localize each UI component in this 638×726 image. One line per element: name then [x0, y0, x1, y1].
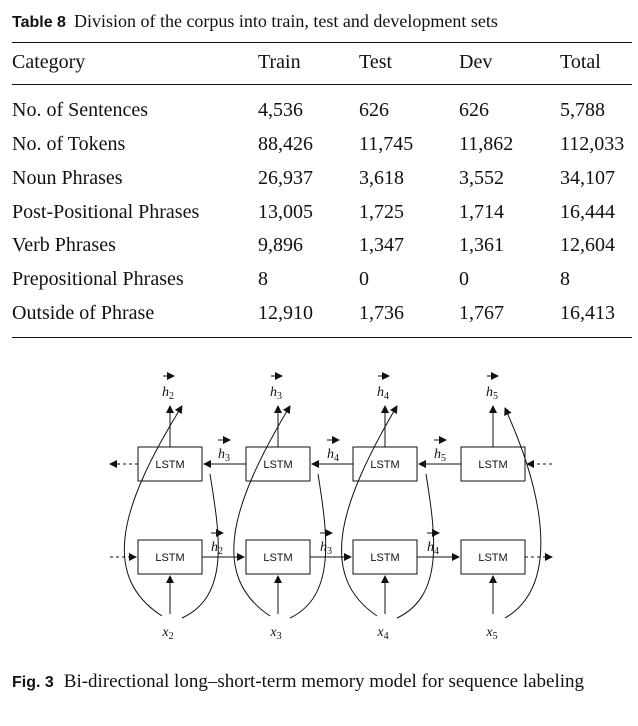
row-train: 4,536 — [258, 99, 303, 121]
lstm-label: LSTM — [263, 459, 293, 471]
header-category: Category — [12, 51, 86, 73]
lstm-label: LSTM — [478, 459, 508, 471]
table-row — [12, 267, 632, 293]
row-total: 112,033 — [560, 133, 625, 155]
row-category: Outside of Phrase — [12, 302, 155, 324]
table-bottom-rule — [12, 337, 632, 338]
paper-page — [12, 0, 632, 726]
lstm-label: LSTM — [155, 459, 185, 471]
row-test: 11,745 — [359, 133, 414, 155]
row-category: Noun Phrases — [12, 167, 123, 189]
row-test: 626 — [359, 99, 389, 121]
row-total: 34,107 — [560, 167, 615, 189]
forward-state-label: $h_2$ — [211, 540, 223, 557]
input-label: $x_5$ — [486, 625, 498, 642]
figure-caption — [12, 670, 632, 695]
lstm-label: LSTM — [370, 459, 400, 471]
row-train: 13,005 — [258, 201, 313, 223]
table-top-rule — [12, 42, 632, 43]
forward-state-label: $h_4$ — [427, 540, 439, 557]
input-label: $x_2$ — [162, 625, 174, 642]
row-total: 16,444 — [560, 201, 615, 223]
row-train: 9,896 — [258, 234, 303, 256]
top-output-label: $h_3$ — [270, 385, 282, 402]
row-category: Post-Positional Phrases — [12, 201, 200, 223]
row-category: Verb Phrases — [12, 234, 116, 256]
row-dev: 3,552 — [459, 167, 504, 189]
lstm-label: LSTM — [478, 552, 508, 564]
figure-caption-text: Bi-directional long–short-term memory model for sequence labeling — [63, 671, 585, 692]
row-test: 1,347 — [359, 234, 404, 256]
backward-state-label: $h_3$ — [218, 447, 230, 464]
forward-to-output-curve — [234, 406, 293, 616]
forward-to-output-curve — [342, 406, 400, 616]
table-header-row — [12, 50, 632, 76]
row-total: 12,604 — [560, 234, 615, 256]
row-test: 1,725 — [359, 201, 404, 223]
lstm-label: LSTM — [370, 552, 400, 564]
backward-state-label: $h_5$ — [434, 447, 446, 464]
header-train: Train — [258, 51, 301, 73]
row-dev: 1,714 — [459, 201, 504, 223]
row-test: 0 — [359, 268, 369, 290]
bilstm-diagram-svg — [90, 366, 566, 644]
table-caption — [12, 10, 632, 34]
lstm-label: LSTM — [263, 552, 293, 564]
figure-label: Fig. 3 — [12, 674, 54, 691]
row-category: No. of Tokens — [12, 133, 126, 155]
bilstm-diagram — [90, 366, 566, 644]
row-dev: 626 — [459, 99, 489, 121]
top-output-label: $h_5$ — [486, 385, 498, 402]
table-row — [12, 98, 632, 124]
input-to-output-curve — [505, 408, 541, 618]
row-total: 16,413 — [560, 302, 615, 324]
input-label: $x_4$ — [377, 625, 389, 642]
row-dev: 1,767 — [459, 302, 504, 324]
top-output-label: $h_4$ — [377, 385, 389, 402]
row-train: 26,937 — [258, 167, 313, 189]
table-row — [12, 301, 632, 327]
table-label: Table 8 — [12, 14, 66, 31]
row-train: 8 — [258, 268, 268, 290]
row-test: 3,618 — [359, 167, 404, 189]
row-test: 1,736 — [359, 302, 404, 324]
lstm-label: LSTM — [155, 552, 185, 564]
table-row — [12, 166, 632, 192]
row-dev: 11,862 — [459, 133, 514, 155]
row-train: 12,910 — [258, 302, 313, 324]
table-row — [12, 233, 632, 259]
row-train: 88,426 — [258, 133, 313, 155]
header-test: Test — [359, 51, 393, 73]
table-title: Division of the corpus into train, test and development sets — [73, 11, 498, 31]
table-header-rule — [12, 84, 632, 85]
input-label: $x_3$ — [270, 625, 282, 642]
row-total: 8 — [560, 268, 570, 290]
row-total: 5,788 — [560, 99, 605, 121]
table-row — [12, 132, 632, 158]
backward-state-label: $h_4$ — [327, 447, 339, 464]
header-dev: Dev — [459, 51, 493, 73]
forward-state-label: $h_3$ — [320, 540, 332, 557]
row-dev: 1,361 — [459, 234, 504, 256]
header-total: Total — [560, 51, 601, 73]
table-row — [12, 200, 632, 226]
forward-to-output-curve — [124, 406, 185, 616]
row-category: Prepositional Phrases — [12, 268, 184, 290]
row-category: No. of Sentences — [12, 99, 149, 121]
top-output-label: $h_2$ — [162, 385, 174, 402]
row-dev: 0 — [459, 268, 469, 290]
